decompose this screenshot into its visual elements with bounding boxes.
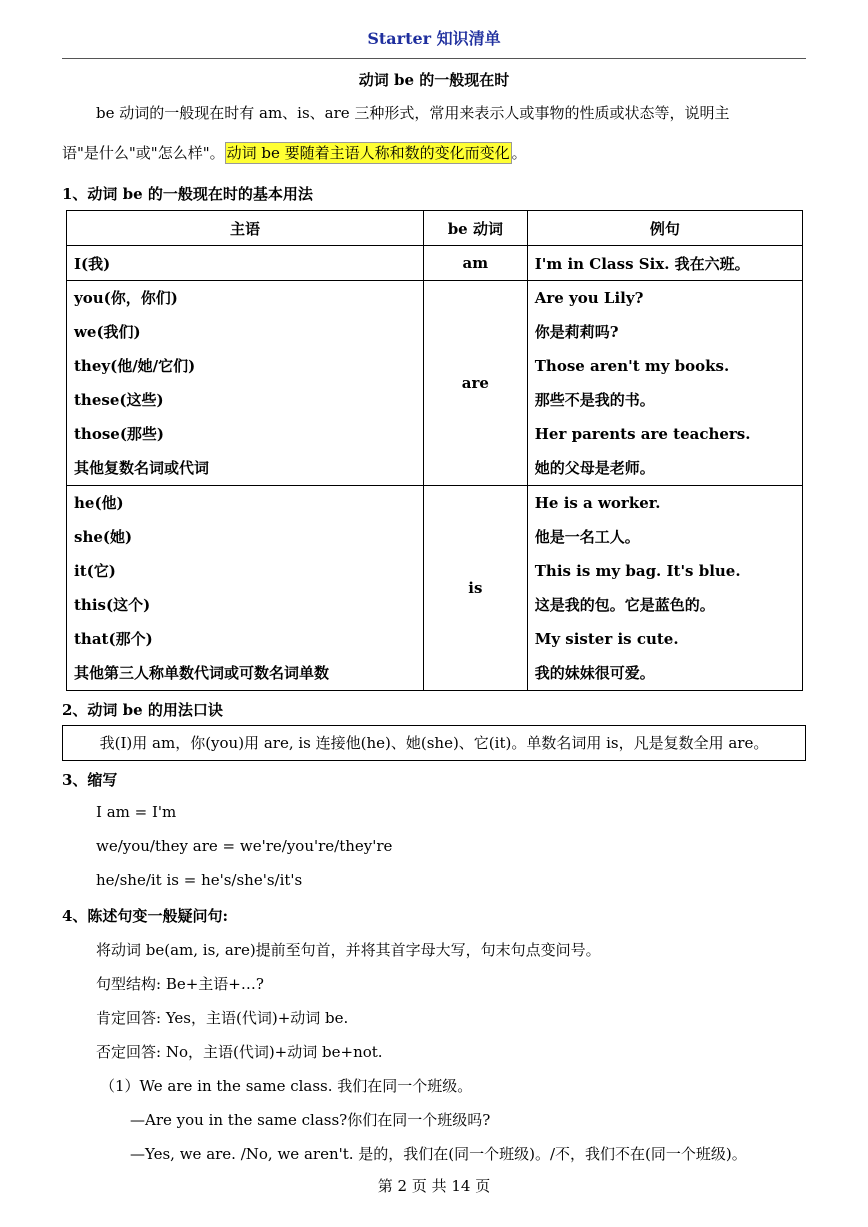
section-2-heading: 2、动词 be 的用法口诀 xyxy=(62,701,223,719)
example-label: （1）We are in the same class. 我们在同一个班级。 xyxy=(100,1077,473,1095)
rule-line: 肯定回答: Yes，主语(代词)+动词 be. xyxy=(96,1009,349,1027)
rule-line: 将动词 be(am, is, are)提前至句首，并将其首字母大写，句末句点变问号。 xyxy=(96,941,601,959)
subject-item: it(它) xyxy=(74,562,116,580)
rhyme-box: 我(I)用 am，你(you)用 are, is 连接他(he)、她(she)、它(it)。单数名词用 is，凡是复数全用 are。 xyxy=(62,725,806,761)
intro-text: 语"是什么"或"怎么样"。 xyxy=(62,144,225,162)
example-item: Those aren't my books. xyxy=(534,357,730,375)
example-item: 那些不是我的书。 xyxy=(534,391,655,409)
subject-item: this(这个) xyxy=(74,596,151,614)
subject-item: she(她) xyxy=(74,528,133,546)
subject-cell xyxy=(67,486,424,691)
example-item: 他是一名工人。 xyxy=(534,528,640,546)
subject-item: that(那个) xyxy=(74,630,153,648)
page-number: 第 2 页 共 14 页 xyxy=(377,1177,491,1195)
table-row xyxy=(67,281,803,486)
be-form-cell: is xyxy=(423,486,527,691)
intro-paragraph-line2 xyxy=(62,143,806,164)
subject-cell xyxy=(67,281,424,486)
section-4-heading: 4、陈述句变一般疑问句: xyxy=(62,907,228,925)
example-item: 你是莉莉吗? xyxy=(534,323,619,341)
header-title: Starter 知识清单 xyxy=(367,29,501,48)
subject-item: these(这些) xyxy=(74,391,164,409)
subject-item: 其他复数名词或代词 xyxy=(74,459,210,477)
rule-line: 句型结构: Be+主语+…? xyxy=(96,975,264,993)
be-form-cell: am xyxy=(423,246,527,281)
example-item: This is my bag. It's blue. xyxy=(534,562,741,580)
intro-paragraph-line1: be 动词的一般现在时有 am、is、are 三种形式，常用来表示人或事物的性质或状态等，说明主 xyxy=(96,104,730,122)
be-form-cell: are xyxy=(423,281,527,486)
be-verb-usage-table xyxy=(66,210,803,691)
dialog-line: —Yes, we are. /No, we aren't. 是的，我们在(同一个班级)。/不，我们不在(同一个班级)。 xyxy=(130,1145,747,1163)
table-row xyxy=(67,486,803,691)
contraction-line: we/you/they are = we're/you're/they're xyxy=(96,837,393,855)
example-item: My sister is cute. xyxy=(534,630,679,648)
column-header-example: 例句 xyxy=(527,211,802,246)
example-cell xyxy=(527,281,802,486)
contraction-line: I am = I'm xyxy=(96,803,177,821)
subject-item: we(我们) xyxy=(74,323,141,341)
subject-item: they(他/她/它们) xyxy=(74,357,196,375)
subject-item: those(那些) xyxy=(74,425,165,443)
example-item: Her parents are teachers. xyxy=(534,425,751,443)
section-3-heading: 3、缩写 xyxy=(62,771,118,789)
example-item: Are you Lily? xyxy=(534,289,644,307)
contraction-line: he/she/it is = he's/she's/it's xyxy=(96,871,303,889)
header-divider xyxy=(62,58,806,59)
example-item: He is a worker. xyxy=(534,494,661,512)
subject-cell: I(我) xyxy=(67,246,424,281)
column-header-subject: 主语 xyxy=(67,211,424,246)
subject-item: he(他) xyxy=(74,494,124,512)
subject-item: 其他第三人称单数代词或可数名词单数 xyxy=(74,664,330,682)
dialog-line: —Are you in the same class?你们在同一个班级吗? xyxy=(130,1111,491,1129)
intro-end: 。 xyxy=(511,144,527,162)
column-header-be: be 动词 xyxy=(423,211,527,246)
example-item: 她的父母是老师。 xyxy=(534,459,655,477)
section-1-heading: 1、动词 be 的一般现在时的基本用法 xyxy=(62,185,313,203)
rule-line: 否定回答: No，主语(代词)+动词 be+not. xyxy=(96,1043,383,1061)
example-item: 我的妹妹很可爱。 xyxy=(534,664,655,682)
table-row xyxy=(67,246,803,281)
subject-item: you(你，你们) xyxy=(74,289,178,307)
highlighted-rule: 动词 be 要随着主语人称和数的变化而变化 xyxy=(226,144,510,162)
section-title: 动词 be 的一般现在时 xyxy=(358,71,510,89)
table-header-row xyxy=(67,211,803,246)
example-item: 这是我的包。它是蓝色的。 xyxy=(534,596,715,614)
example-cell: I'm in Class Six. 我在六班。 xyxy=(527,246,802,281)
example-cell xyxy=(527,486,802,691)
